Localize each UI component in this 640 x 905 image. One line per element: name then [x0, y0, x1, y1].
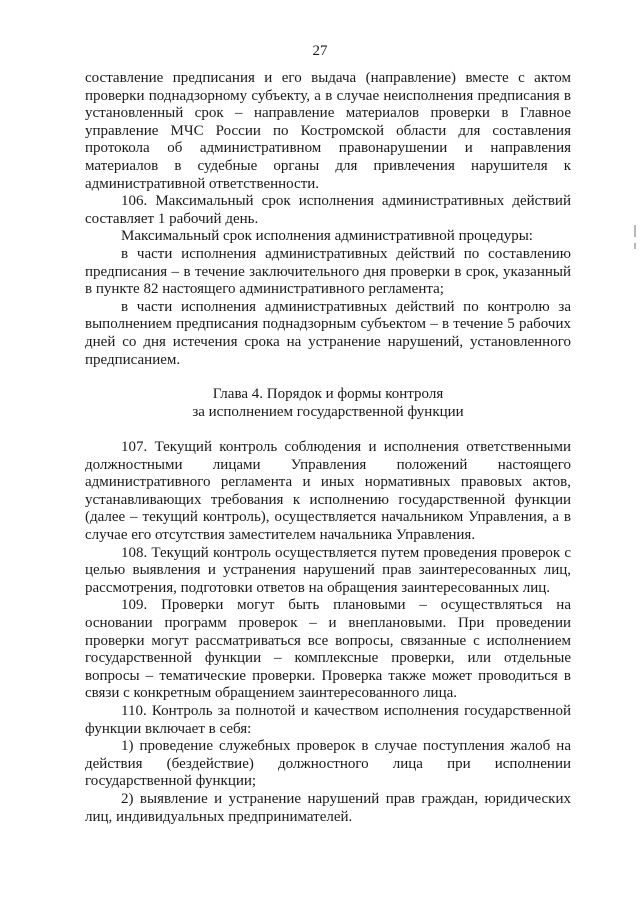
paragraph-107: 107. Текущий контроль соблюдения и исполнения ответственными должностными лицами Управления положений настоящего административного регламента и иных нормативных правовых актов, устанавливающих требования к исполнению государственной функции (далее – текущий контроль), осуществляется начальником Управления, а в случае его отсутствия заместителем начальника Управления. [85, 439, 571, 544]
page-number: 27 [312, 43, 328, 59]
chapter-heading [85, 385, 571, 421]
document-body [85, 70, 571, 826]
paragraph-109: 109. Проверки могут быть плановыми – осуществляться на основании программ проверок – и внеплановыми. При проведении проверки могут рассматриваться все вопросы, связанные с исполнением государственной функции – комплексные проверки, или отдельные вопросы – тематические проверки. Проверка также может проводиться в связи с конкретным обращением заинтересованного лица. [85, 597, 571, 702]
chapter-title-line-2: за исполнением государственной функции [192, 404, 464, 421]
chapter-title-line-1: Глава 4. Порядок и формы контроля [212, 386, 444, 403]
scan-margin-mark [634, 225, 636, 237]
paragraph-106: 106. Максимальный срок исполнения административных действий составляет 1 рабочий день. [85, 193, 571, 227]
list-item-1: 1) проведение служебных проверок в случае поступления жалоб на действия (бездействие) должностного лица при исполнении государственной функции; [85, 738, 571, 790]
scan-margin-mark [634, 243, 636, 249]
paragraph-110: 110. Контроль за полнотой и качеством исполнения государственной функции включает в себя: [85, 703, 571, 737]
paragraph: Максимальный срок исполнения административной процедуры: [121, 228, 533, 245]
paragraph-108: 108. Текущий контроль осуществляется путем проведения проверок с целью выявления и устранения нарушений прав заинтересованных лиц, рассмотрения, подготовки ответов на обращения заинтересованных лиц. [85, 544, 571, 596]
paragraph: составление предписания и его выдача (направление) вместе с актом проверки поднадзорному субъекту, а в случае неисполнения предписания в установленный срок – направление материалов проверки в Главное управление МЧС России по Костромской области для составления протокола об административном правонарушении и направления материалов в судебные органы для привлечения нарушителя к административной ответственности. [85, 70, 571, 192]
paragraph: в части исполнения административных действий по составлению предписания – в течение заключительного дня проверки в срок, указанный в пункте 82 настоящего административного регламента; [85, 245, 571, 298]
list-item-2: 2) выявление и устранение нарушений прав граждан, юридических лиц, индивидуальных предпринимателей. [85, 790, 571, 825]
paragraph: в части исполнения административных действий по контролю за выполнением предписания поднадзорным субъектом – в течение 5 рабочих дней со дня истечения срока на устранение нарушений, установленного предписанием. [85, 298, 571, 368]
